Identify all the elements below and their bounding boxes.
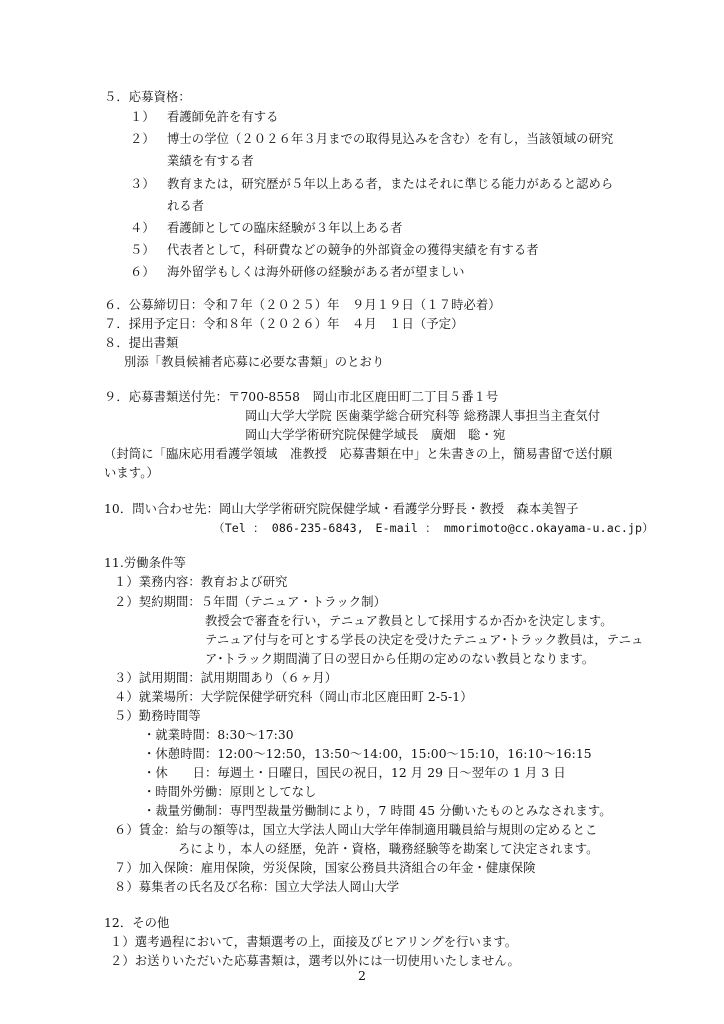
section8-text: 別添「教員候補者応募に必要な書類」のとおり xyxy=(124,355,385,369)
section11-holidays: ・休 日：毎週土・日曜日，国民の祝日，12 月 29 日～翌年の 1 月 3 日 xyxy=(143,766,566,780)
section11-salary-cont: ろにより，本人の経歴，免許・資格，職務経験等を勘案して決定されます。 xyxy=(178,842,599,856)
section5-item-2-cont: 業績を有する者 xyxy=(167,154,254,168)
section11-duties: １）業務内容：教育および研究 xyxy=(114,575,288,589)
section5-item-4-num: ４） xyxy=(130,221,155,235)
section5-item-3-cont: れる者 xyxy=(167,199,205,213)
section11-insurance: ７）加入保険：雇用保険，労災保険，国家公務員共済組合の年金・健康保険 xyxy=(114,861,536,875)
section11-salary: ６）賃金：給与の額等は，国立大学法人岡山大学年俸制適用職員給与規則の定めるとこ xyxy=(114,823,598,837)
section11-discretionary-work: ・裁量労働制：専門型裁量労働制により，7 時間 45 分働いたものとみなされます。 xyxy=(143,804,612,818)
section10-contact: 10．問い合わせ先：岡山大学学術研究院保健学域・看護学分野長・教授 森本美智子 xyxy=(104,502,579,516)
section11-overtime: ・時間外労働：原則としてなし xyxy=(143,785,317,799)
page-number: 2 xyxy=(358,968,366,983)
section9-note-cont: います。） xyxy=(104,466,159,480)
section11-contract-period: ２）契約期間：５年間（テニュア・トラック制） xyxy=(114,595,386,609)
section5-item-4-text: 看護師としての臨床経験が３年以上ある者 xyxy=(167,221,403,235)
section5-item-1-num: １） xyxy=(130,110,155,124)
section9-note: （封筒に「臨床応用看護学領域 准教授 応募書類在中」と朱書きの上，簡易書留で送付願 xyxy=(104,447,613,461)
section11-employer: ８）募集者の氏名及び名称：国立大学法人岡山大学 xyxy=(114,880,400,894)
section5-item-1-text: 看護師免許を有する xyxy=(167,110,279,124)
section11-heading: 11.労働条件等 xyxy=(104,556,186,570)
section10-contact-details: （Tel ： 086-235-6843, E-mail ： mmorimoto@cc.okayama-u.ac.jp） xyxy=(213,521,654,535)
section8-heading: ８．提出書類 xyxy=(104,336,179,350)
section9-recipient-name: 岡山大学学術研究院保健学域長 廣畑 聡・宛 xyxy=(245,428,506,442)
section12-heading: 12．その他 xyxy=(104,916,170,930)
section5-item-2-text: 博士の学位（２０２６年３月までの取得見込みを含む）を有し，当該領域の研究 xyxy=(167,132,614,146)
section5-item-5-num: ５） xyxy=(130,243,155,257)
section5-item-2-num: ２） xyxy=(130,132,155,146)
section11-working-hours: ５）勤務時間等 xyxy=(114,709,201,723)
section5-heading: ５．応募資格： xyxy=(104,90,191,104)
section6-deadline: ６．公募締切日：令和７年（２０２５）年 ９月１９日（１７時必着） xyxy=(104,298,501,312)
section11-workplace: ４）就業場所：大学院保健学研究科（岡山市北区鹿田町 2-5-1） xyxy=(114,690,473,704)
section7-start-date: ７．採用予定日：令和８年（２０２６）年 ４月 １日（予定） xyxy=(104,317,464,331)
section11-contract-note-1: 教授会で審査を行い，テニュア教員として採用するか否かを決定します。 xyxy=(205,614,613,628)
section9-recipient-office: 岡山大学大学院 医歯薬学総合研究科等 総務課人事担当主査気付 xyxy=(245,409,601,423)
section5-item-6-num: ６） xyxy=(130,265,155,279)
section11-contract-note-2: テニュア付与を可とする学長の決定を受けたテニュア･トラック教員は，テニュ xyxy=(205,633,644,647)
section11-contract-note-3: ア･トラック期間満了日の翌日から任期の定めのない教員となります。 xyxy=(205,652,595,666)
section5-item-6-text: 海外留学もしくは海外研修の経験がある者が望ましい xyxy=(167,265,465,279)
section5-item-3-text: 教育または，研究歴が５年以上ある者，またはそれに準じる能力があると認めら xyxy=(167,177,614,191)
section11-breaks: ・休憩時間：12:00～12:50，13:50～14:00，15:00～15:10，16:10～16:15 xyxy=(143,747,592,761)
section5-item-3-num: ３） xyxy=(130,177,155,191)
section11-hours: ・就業時間：8:30～17:30 xyxy=(143,728,294,742)
section12-documents-use: ２）お送りいただいた応募書類は，選考以外には一切使用いたしません。 xyxy=(110,954,520,968)
section12-selection: １）選考過程において，書類選考の上，面接及びヒアリングを行います。 xyxy=(110,935,518,949)
section5-item-5-text: 代表者として，科研費などの競争的外部資金の獲得実績を有する者 xyxy=(167,243,539,257)
section11-trial-period: ３）試用期間：試用期間あり（６ヶ月） xyxy=(114,671,338,685)
section9-address: ９．応募書類送付先：〒700-8558 岡山市北区鹿田町二丁目５番１号 xyxy=(104,390,499,404)
